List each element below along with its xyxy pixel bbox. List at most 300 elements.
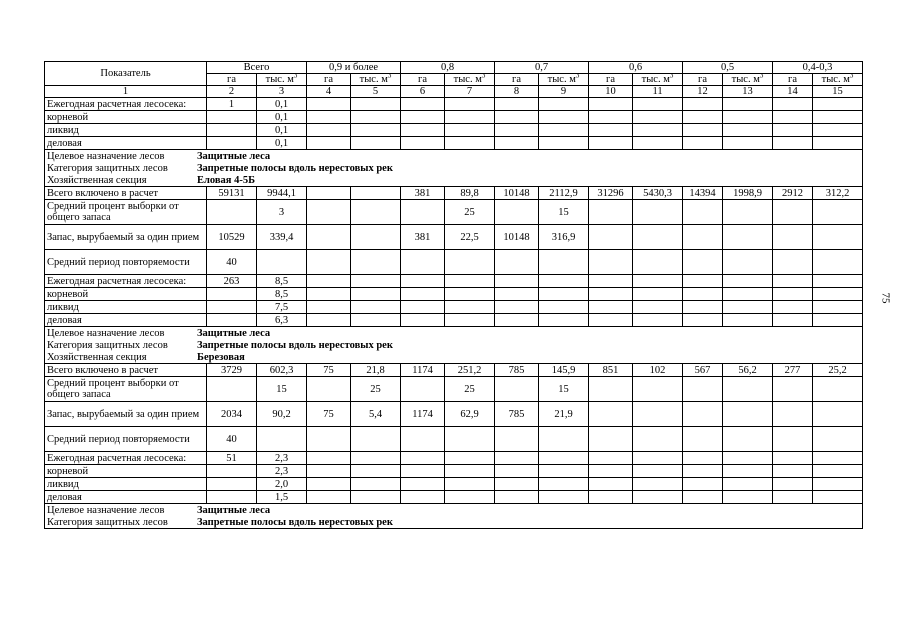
table-cell: [539, 478, 589, 491]
table-cell: [207, 314, 257, 327]
table-cell: [773, 288, 813, 301]
table-cell: [351, 288, 401, 301]
table-cell: [723, 137, 773, 150]
info-row: [45, 351, 863, 364]
table-cell: 5430,3: [633, 187, 683, 200]
table-cell: [813, 314, 863, 327]
table-cell: [351, 187, 401, 200]
table-cell: 90,2: [257, 402, 307, 427]
table-cell: [773, 98, 813, 111]
info-value: Защитные леса: [197, 327, 271, 339]
header-unit-ha: га: [495, 74, 539, 86]
table-cell: [773, 491, 813, 504]
table-cell: [773, 478, 813, 491]
table-cell: [495, 288, 539, 301]
row-label: деловая: [45, 137, 207, 150]
table-cell: [683, 288, 723, 301]
table-cell: 0,1: [257, 137, 307, 150]
table-cell: 251,2: [445, 364, 495, 377]
table-cell: 9944,1: [257, 187, 307, 200]
info-key: Категория защитных лесов: [47, 339, 168, 351]
table-cell: 2912: [773, 187, 813, 200]
unit-volume-text: тыс. м: [731, 74, 760, 85]
table-row: [45, 402, 863, 427]
row-label: Средний процент выборки от общего запаса: [45, 200, 207, 225]
table-cell: [307, 250, 351, 275]
table-cell: [445, 465, 495, 478]
info-value: Запретные полосы вдоль нерестовых рек: [197, 516, 393, 528]
table-cell: 25: [445, 200, 495, 225]
table-cell: [683, 137, 723, 150]
table-cell: [683, 491, 723, 504]
table-cell: [683, 452, 723, 465]
table-cell: [351, 98, 401, 111]
table-cell: [207, 288, 257, 301]
header-unit-volume: [351, 74, 401, 86]
table-cell: [773, 314, 813, 327]
table-cell: [589, 427, 633, 452]
table-cell: 21,8: [351, 364, 401, 377]
info-cell: [45, 516, 863, 529]
table-cell: [723, 275, 773, 288]
table-cell: 312,2: [813, 187, 863, 200]
header-unit-volume: [633, 74, 683, 86]
table-cell: [351, 225, 401, 250]
table-row: [45, 137, 863, 150]
table-cell: 25,2: [813, 364, 863, 377]
table-cell: 59131: [207, 187, 257, 200]
unit-volume-text: тыс. м: [821, 74, 850, 85]
table-cell: [683, 225, 723, 250]
table-cell: [351, 427, 401, 452]
table-row: [45, 314, 863, 327]
table-cell: 0,1: [257, 124, 307, 137]
table-cell: [445, 250, 495, 275]
table-cell: [307, 465, 351, 478]
table-cell: [813, 402, 863, 427]
table-cell: [773, 250, 813, 275]
table-cell: 8,5: [257, 275, 307, 288]
table-cell: [539, 465, 589, 478]
table-cell: [445, 124, 495, 137]
table-cell: [683, 200, 723, 225]
table-cell: 5,4: [351, 402, 401, 427]
table-cell: [773, 452, 813, 465]
table-cell: [539, 452, 589, 465]
table-cell: 10148: [495, 187, 539, 200]
info-key: Целевое назначение лесов: [47, 504, 165, 516]
table-cell: [539, 137, 589, 150]
table-cell: [539, 275, 589, 288]
table-cell: 89,8: [445, 187, 495, 200]
header-unit-ha: га: [773, 74, 813, 86]
table-cell: [633, 402, 683, 427]
info-value: Защитные леса: [197, 504, 271, 516]
table-cell: [683, 111, 723, 124]
table-cell: 10529: [207, 225, 257, 250]
table-cell: [539, 427, 589, 452]
table-cell: 1: [207, 98, 257, 111]
table-cell: 6,3: [257, 314, 307, 327]
header-unit-ha: га: [401, 74, 445, 86]
table-cell: [813, 225, 863, 250]
table-cell: [307, 491, 351, 504]
table-cell: [723, 98, 773, 111]
table-cell: [813, 301, 863, 314]
table-cell: [633, 427, 683, 452]
table-cell: [445, 452, 495, 465]
info-value: Березовая: [197, 351, 245, 363]
table-cell: [813, 452, 863, 465]
info-row: [45, 327, 863, 340]
table-cell: [401, 288, 445, 301]
table-cell: [539, 301, 589, 314]
table-cell: [401, 98, 445, 111]
table-cell: [813, 124, 863, 137]
table-cell: 40: [207, 250, 257, 275]
table-cell: [401, 478, 445, 491]
table-cell: 10148: [495, 225, 539, 250]
header-row-column-numbers: [45, 86, 863, 98]
table-cell: [773, 402, 813, 427]
table-cell: 1,5: [257, 491, 307, 504]
table-cell: [633, 491, 683, 504]
table-cell: 0,1: [257, 98, 307, 111]
table-cell: [401, 111, 445, 124]
table-cell: [307, 98, 351, 111]
table-cell: [723, 491, 773, 504]
table-row: [45, 427, 863, 452]
table-cell: 62,9: [445, 402, 495, 427]
table-cell: [813, 111, 863, 124]
table-cell: [633, 137, 683, 150]
table-cell: [307, 225, 351, 250]
table-cell: [723, 314, 773, 327]
info-row: [45, 174, 863, 187]
table-cell: [307, 427, 351, 452]
table-cell: 3729: [207, 364, 257, 377]
table-cell: 1174: [401, 402, 445, 427]
table-cell: 7,5: [257, 301, 307, 314]
info-cell: [45, 351, 863, 364]
column-number: 14: [773, 86, 813, 98]
table-cell: [495, 250, 539, 275]
table-cell: [773, 465, 813, 478]
info-row: [45, 150, 863, 163]
table-row: [45, 364, 863, 377]
info-row: [45, 339, 863, 351]
unit-volume-superscript: 3: [387, 73, 392, 80]
table-cell: [589, 377, 633, 402]
table-cell: 31296: [589, 187, 633, 200]
row-label: Всего включено в расчет: [45, 187, 207, 200]
table-cell: [351, 124, 401, 137]
info-row: [45, 516, 863, 529]
table-cell: [351, 314, 401, 327]
table-cell: [723, 478, 773, 491]
table-cell: 15: [539, 200, 589, 225]
table-cell: [773, 111, 813, 124]
row-label: Ежегодная расчетная лесосека:: [45, 98, 207, 111]
table-cell: [351, 452, 401, 465]
table-cell: [589, 124, 633, 137]
table-cell: [445, 301, 495, 314]
table-cell: [401, 124, 445, 137]
table-cell: [589, 478, 633, 491]
table-cell: [539, 250, 589, 275]
table-cell: [495, 111, 539, 124]
table-cell: [589, 111, 633, 124]
table-cell: [589, 314, 633, 327]
unit-volume-superscript: 3: [669, 73, 674, 80]
row-label: корневой: [45, 288, 207, 301]
unit-volume-superscript: 3: [481, 73, 486, 80]
info-key: Хозяйственная секция: [47, 351, 147, 363]
table-cell: [633, 111, 683, 124]
info-cell: [45, 162, 863, 174]
header-group: 0,6: [589, 62, 683, 74]
table-cell: [207, 301, 257, 314]
table-row: [45, 111, 863, 124]
table-cell: [351, 250, 401, 275]
table-cell: 14394: [683, 187, 723, 200]
table-cell: 21,9: [539, 402, 589, 427]
header-group: Всего: [207, 62, 307, 74]
table-cell: 316,9: [539, 225, 589, 250]
table-cell: [813, 377, 863, 402]
table-cell: [683, 301, 723, 314]
table-cell: [773, 124, 813, 137]
table-cell: [683, 314, 723, 327]
row-label: Всего включено в расчет: [45, 364, 207, 377]
column-number: 13: [723, 86, 773, 98]
table-cell: [401, 200, 445, 225]
table-cell: [589, 288, 633, 301]
table-cell: [445, 98, 495, 111]
header-unit-volume: [723, 74, 773, 86]
row-label: деловая: [45, 491, 207, 504]
table-cell: 2,0: [257, 478, 307, 491]
info-key: Целевое назначение лесов: [47, 150, 165, 162]
table-cell: [773, 225, 813, 250]
row-label: ликвид: [45, 124, 207, 137]
row-label: ликвид: [45, 301, 207, 314]
header-group: 0,9 и более: [307, 62, 401, 74]
info-row: [45, 504, 863, 517]
table-cell: [723, 402, 773, 427]
table-cell: [495, 478, 539, 491]
table-cell: 102: [633, 364, 683, 377]
row-label: Ежегодная расчетная лесосека:: [45, 275, 207, 288]
table-cell: 51: [207, 452, 257, 465]
table-cell: [351, 478, 401, 491]
table-cell: [445, 314, 495, 327]
table-cell: [773, 137, 813, 150]
row-label: Запас, вырубаемый за один прием: [45, 402, 207, 427]
table-cell: 567: [683, 364, 723, 377]
table-cell: [723, 288, 773, 301]
table-cell: [589, 137, 633, 150]
table-cell: [207, 200, 257, 225]
table-cell: 1174: [401, 364, 445, 377]
table-cell: [813, 465, 863, 478]
row-label: деловая: [45, 314, 207, 327]
table-cell: [589, 301, 633, 314]
header-unit-volume: [813, 74, 863, 86]
table-cell: [813, 491, 863, 504]
header-unit-volume: [445, 74, 495, 86]
header-group: 0,4-0,3: [773, 62, 863, 74]
table-cell: 75: [307, 402, 351, 427]
table-cell: [773, 275, 813, 288]
table-row: [45, 491, 863, 504]
table-cell: [445, 275, 495, 288]
table-row: [45, 225, 863, 250]
table-cell: [633, 200, 683, 225]
table-cell: [813, 250, 863, 275]
table-cell: [401, 137, 445, 150]
table-cell: 3: [257, 200, 307, 225]
info-value: Защитные леса: [197, 150, 271, 162]
table-cell: [723, 301, 773, 314]
table-cell: [207, 377, 257, 402]
table-cell: [723, 377, 773, 402]
table-cell: [723, 200, 773, 225]
table-cell: [257, 250, 307, 275]
table-cell: [539, 491, 589, 504]
table-row: [45, 478, 863, 491]
table-cell: [495, 465, 539, 478]
unit-volume-text: тыс. м: [641, 74, 670, 85]
table-cell: 25: [351, 377, 401, 402]
info-value: Еловая 4-5Б: [197, 174, 256, 186]
table-cell: [445, 491, 495, 504]
table-cell: [589, 465, 633, 478]
table-row: [45, 301, 863, 314]
table-cell: [539, 314, 589, 327]
table-cell: [773, 427, 813, 452]
table-cell: [351, 491, 401, 504]
row-label: корневой: [45, 111, 207, 124]
table-cell: [633, 314, 683, 327]
table-cell: [723, 452, 773, 465]
info-cell: [45, 174, 863, 187]
table-cell: 8,5: [257, 288, 307, 301]
table-cell: 145,9: [539, 364, 589, 377]
header-unit-ha: га: [207, 74, 257, 86]
table-cell: [683, 124, 723, 137]
table-cell: [633, 250, 683, 275]
table-cell: [723, 465, 773, 478]
info-value: Запретные полосы вдоль нерестовых рек: [197, 339, 393, 351]
table-cell: [683, 250, 723, 275]
table-cell: [813, 478, 863, 491]
table-cell: [813, 98, 863, 111]
info-key: Хозяйственная секция: [47, 174, 147, 186]
table-cell: [495, 98, 539, 111]
table-cell: [589, 452, 633, 465]
row-label: Средний процент выборки от общего запаса: [45, 377, 207, 402]
table-row: [45, 377, 863, 402]
column-number: 15: [813, 86, 863, 98]
table-cell: [445, 137, 495, 150]
column-number: 10: [589, 86, 633, 98]
table-cell: [401, 301, 445, 314]
table-cell: 40: [207, 427, 257, 452]
table-row: [45, 98, 863, 111]
table-cell: 15: [257, 377, 307, 402]
table-cell: [445, 478, 495, 491]
row-label: Ежегодная расчетная лесосека:: [45, 452, 207, 465]
table-row: [45, 124, 863, 137]
table-cell: [683, 377, 723, 402]
table-cell: 2,3: [257, 465, 307, 478]
table-cell: [539, 111, 589, 124]
table-cell: [813, 288, 863, 301]
table-cell: [495, 137, 539, 150]
unit-volume-superscript: 3: [575, 73, 580, 80]
table-cell: 1998,9: [723, 187, 773, 200]
table-cell: [401, 275, 445, 288]
table-cell: 2,3: [257, 452, 307, 465]
header-group: 0,5: [683, 62, 773, 74]
table-cell: [207, 478, 257, 491]
table-cell: [351, 465, 401, 478]
table-cell: [633, 301, 683, 314]
table-row: [45, 465, 863, 478]
table-cell: 15: [539, 377, 589, 402]
table-cell: 75: [307, 364, 351, 377]
table-cell: [723, 250, 773, 275]
table-cell: [445, 111, 495, 124]
table-row: [45, 275, 863, 288]
table-cell: 277: [773, 364, 813, 377]
unit-volume-superscript: 3: [759, 73, 764, 80]
table-cell: [495, 200, 539, 225]
table-cell: [351, 200, 401, 225]
column-number: 11: [633, 86, 683, 98]
table-cell: [539, 124, 589, 137]
table-cell: 851: [589, 364, 633, 377]
table-cell: 339,4: [257, 225, 307, 250]
column-number: 3: [257, 86, 307, 98]
table-cell: [633, 124, 683, 137]
table-cell: [813, 275, 863, 288]
table-cell: [495, 124, 539, 137]
table-cell: [633, 225, 683, 250]
table-cell: [207, 124, 257, 137]
table-cell: 785: [495, 402, 539, 427]
column-number: 2: [207, 86, 257, 98]
unit-volume-text: тыс. м: [453, 74, 482, 85]
table-cell: [773, 301, 813, 314]
table-cell: [307, 111, 351, 124]
table-cell: [495, 427, 539, 452]
table-cell: [633, 478, 683, 491]
table-cell: [401, 465, 445, 478]
header-indicator: Показатель: [45, 62, 207, 86]
forest-calculation-table: [44, 61, 863, 529]
table-cell: [401, 452, 445, 465]
table-cell: [307, 301, 351, 314]
info-value: Запретные полосы вдоль нерестовых рек: [197, 162, 393, 174]
column-number: 7: [445, 86, 495, 98]
table-cell: [723, 427, 773, 452]
table-cell: [307, 124, 351, 137]
table-cell: [401, 491, 445, 504]
unit-volume-text: тыс. м: [359, 74, 388, 85]
table-cell: 22,5: [445, 225, 495, 250]
